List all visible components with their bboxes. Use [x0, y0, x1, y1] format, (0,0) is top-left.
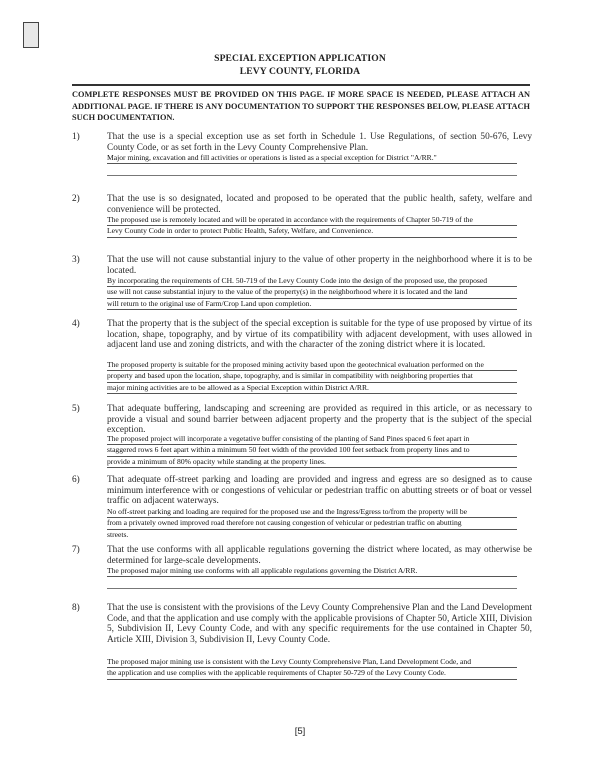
answer-line: The proposed project will incorporate a vegetative buffer consisting of the planting of Sand Pines spaced 6 feet apart in: [107, 434, 517, 445]
answer-field[interactable]: [107, 434, 517, 468]
answer-line: By incorporating the requirements of CH. 50-719 of the Levy County Code into the design of the proposed use, the proposed: [107, 276, 517, 287]
answer-line: The proposed major mining use is consistent with the Levy County Comprehensive Plan, Land Development Code, and: [107, 657, 517, 668]
answer-line: streets.: [107, 529, 129, 539]
answer-line: The proposed major mining use conforms with all applicable regulations governing the District A/RR.: [107, 566, 517, 577]
answer-line: No off-street parking and loading are required for the proposed use and the Ingress/Egress to/from the property will be: [107, 507, 517, 518]
header-divider: [72, 84, 530, 86]
answer-line: provide a minimum of 80% opacity while standing at the property lines.: [107, 457, 517, 468]
answer-line: Major mining, excavation and fill activities or operations is listed as a special exception for District "A/RR.": [107, 153, 517, 164]
answer-field[interactable]: [107, 657, 517, 680]
criterion-question: That the use will not cause substantial injury to the value of other property in the neighborhood where it is to be located.: [107, 255, 532, 276]
item-number: 2): [72, 194, 80, 204]
blank-answer-line: [107, 175, 517, 176]
answer-field[interactable]: [107, 566, 517, 577]
criterion-question: That adequate off-street parking and loading are provided and ingress and egress are so designed as to cause minimum interference with or congestions of vehicular or pedestrian traffic on abutting streets or of boat or vessel traffic on adjacent waterways.: [107, 475, 532, 507]
answer-field[interactable]: [107, 215, 517, 238]
criterion-question: That adequate buffering, landscaping and screening are provided as required in this article, or as necessary to provide a visual and sound barrier between adjacent property and the property that is the subject of the special exception.: [107, 404, 532, 436]
answer-line: property and based upon the location, shape, topography, and is similar in compatibility with neighboring properties that: [107, 371, 517, 382]
page-title: SPECIAL EXCEPTION APPLICATION: [214, 53, 386, 64]
criterion-question: That the use conforms with all applicable regulations governing the district where located, as may otherwise be determined for large-scale developments.: [107, 545, 532, 566]
item-number: 3): [72, 255, 80, 265]
item-number: 6): [72, 475, 80, 485]
answer-line: The proposed use is remotely located and will be operated in accordance with the requirements of Chapter 50-719 of the: [107, 215, 517, 226]
county-subtitle: LEVY COUNTY, FLORIDA: [239, 66, 361, 77]
item-number: 1): [72, 132, 80, 142]
answer-line: will return to the original use of Farm/Crop Land upon completion.: [107, 299, 517, 310]
criterion-question: That the use is consistent with the provisions of the Levy County Comprehensive Plan and the Land Development Code, and that the application and use comply with the applicable provisions of Chapter 50, Article XIII, Division 5, Subdivision II, Levy County Code, and with any specific requirements for the use contained in Chapter 50, Article XIII, Division 3, Subdivision II, Levy County Code.: [107, 603, 532, 645]
answer-field[interactable]: [107, 276, 517, 310]
item-number: 4): [72, 319, 80, 329]
item-number: 8): [72, 603, 80, 613]
answer-line: staggered rows 6 feet apart within a minimum 50 feet width of the provided 100 feet setback from property lines and to: [107, 445, 517, 456]
answer-line: from a privately owned improved road therefore not causing congestion of vehicular or pedestrian traffic on abutting: [107, 518, 517, 529]
instructions-text: COMPLETE RESPONSES MUST BE PROVIDED ON THIS PAGE. IF MORE SPACE IS NEEDED, PLEASE ATTACH AN ADDITIONAL PAGE. IF THERE IS ANY DOCUMENTATION TO SUPPORT THE RESPONSES BELOW, PLEASE ATTACH SUCH DOCUMENTATION.: [72, 90, 530, 122]
answer-field[interactable]: [107, 153, 517, 164]
answer-line: the application and use complies with the applicable requirements of Chapter 50-729 of the Levy County Code.: [107, 668, 517, 679]
corner-mark: [23, 22, 39, 48]
criterion-question: That the property that is the subject of the special exception is suitable for the type of use proposed by virtue of its location, shape, topography, and by virtue of its compatibility with adjacent development, with uses allowed in adjacent land use and zoning districts, and with the character of the zoning district where it is located.: [107, 319, 532, 351]
blank-answer-line: [107, 588, 517, 589]
criterion-question: That the use is a special exception use as set forth in Schedule 1. Use Regulations, of section 50-676, Levy County Code, or as set forth in the Levy County Comprehensive Plan.: [107, 132, 532, 153]
item-number: 7): [72, 545, 80, 555]
answer-line: Levy County Code in order to protect Public Health, Safety, Welfare, and Convenience.: [107, 226, 517, 237]
answer-line: The proposed property is suitable for the proposed mining activity based upon the geotechnical evaluation performed on the: [107, 360, 517, 371]
answer-line: use will not cause substantial injury to the value of the property(s) in the neighborhood where it is located and the land: [107, 287, 517, 298]
page-number: [5]: [294, 726, 306, 737]
criterion-question: That the use is so designated, located and proposed to be operated that the public health, safety, welfare and convenience will be protected.: [107, 194, 532, 215]
answer-field[interactable]: [107, 507, 517, 540]
answer-line: major mining activities are to be allowed as a Special Exception within District A/RR.: [107, 383, 517, 394]
item-number: 5): [72, 404, 80, 414]
answer-field[interactable]: [107, 360, 517, 394]
